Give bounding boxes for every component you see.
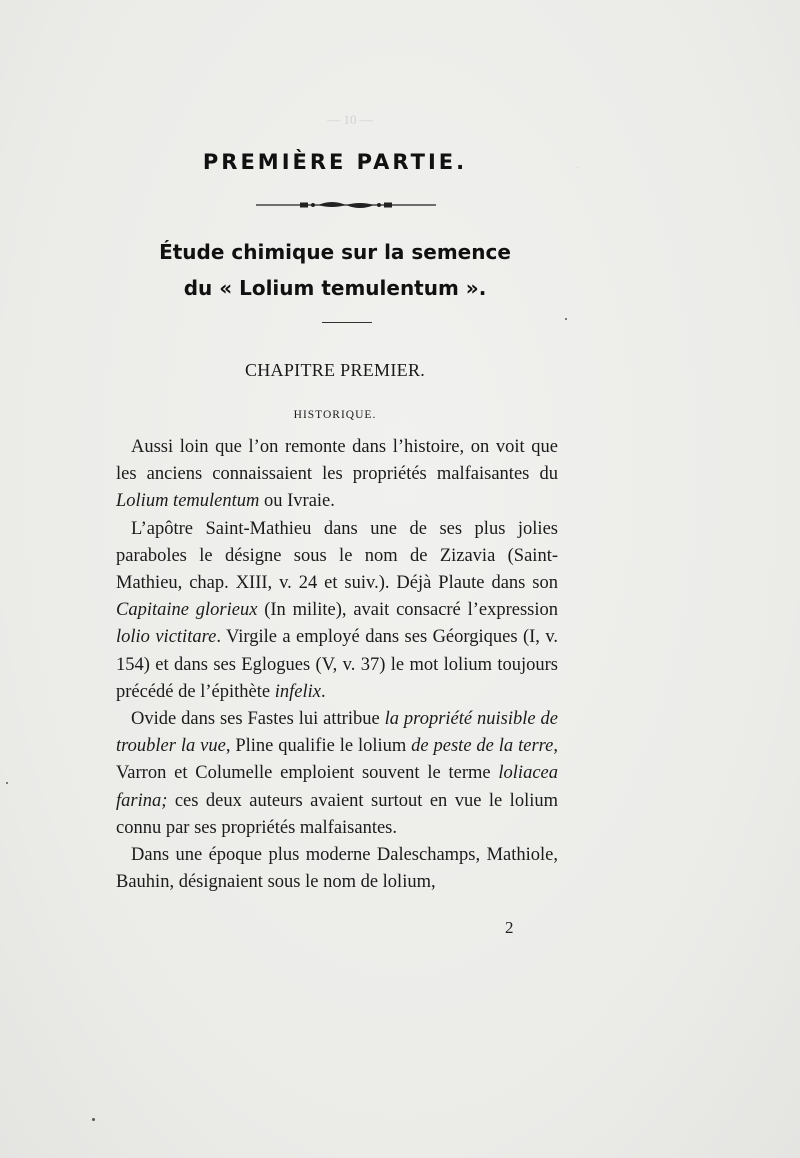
study-title — [110, 234, 560, 306]
bleed-through: · — [575, 160, 581, 177]
body-paragraph — [116, 516, 558, 706]
text-run: . — [320, 681, 326, 702]
text-run: Ovide dans ses Fastes lui attribue — [131, 709, 385, 730]
ornament-divider-icon — [256, 198, 436, 212]
text-run: (In milite), avait consacré l’expression — [257, 600, 558, 621]
part-title: PREMIÈRE PARTIE. — [202, 150, 468, 174]
text-run: . Virgile a employé dans ses Géorgiques (I, v. 154) et dans ses Eglogues (V, v. 37) le mot lolium toujours précédé de l’épithète — [116, 627, 558, 702]
study-title-line-2: du « Lolium temulentum ». — [183, 276, 487, 300]
italic-text: loliacea farina; — [116, 763, 558, 811]
page-folio: — 10 — — [327, 112, 373, 127]
text-run: Dans une époque plus moderne Daleschamps, Mathiole, Bauhin, désignaient sous le nom de lolium, — [116, 845, 558, 893]
text-run: L’apôtre Saint-Mathieu dans une de ses plus jolies paraboles le désigne sous le nom de Zizavia (Saint-Mathieu, chap. XIII, v. 24 et suiv.). Déjà Plaute dans son — [116, 518, 558, 594]
text-run: , Pline qualifie le lolium — [225, 736, 412, 757]
paper-speck — [6, 782, 8, 784]
body-paragraph — [116, 706, 558, 842]
italic-text: la propriété nuisible de troubler la vue — [116, 709, 558, 757]
text-run: ou Ivraie. — [259, 491, 335, 512]
body-paragraph — [116, 842, 558, 896]
text-run: Aussi loin que l’on remonte dans l’histoire, on voit que les anciens connaissaient les propriétés malfaisantes du — [116, 437, 558, 485]
paper-speck — [92, 1118, 95, 1121]
study-title-line-1: Étude chimique sur la semence — [159, 240, 511, 264]
italic-text: Capitaine glorieux — [116, 600, 258, 621]
text-run: , Varron et Columelle emploient souvent le terme — [116, 736, 558, 784]
italic-text: de peste de la terre — [411, 736, 554, 757]
text-run: ces deux auteurs avaient surtout en vue le lolium connu par ses propriétés malfaisantes. — [116, 790, 558, 838]
short-rule-divider — [322, 322, 372, 323]
body-text — [116, 434, 558, 896]
section-title: HISTORIQUE. — [293, 409, 377, 421]
chapter-title: CHAPITRE PREMIER. — [244, 360, 426, 380]
paper-speck — [565, 318, 567, 320]
italic-text: Lolium temulentum — [116, 491, 260, 512]
page-number: 2 — [505, 918, 514, 937]
italic-text: infelix — [274, 681, 321, 702]
italic-text: lolio victitare — [116, 627, 217, 648]
body-paragraph — [116, 434, 558, 516]
